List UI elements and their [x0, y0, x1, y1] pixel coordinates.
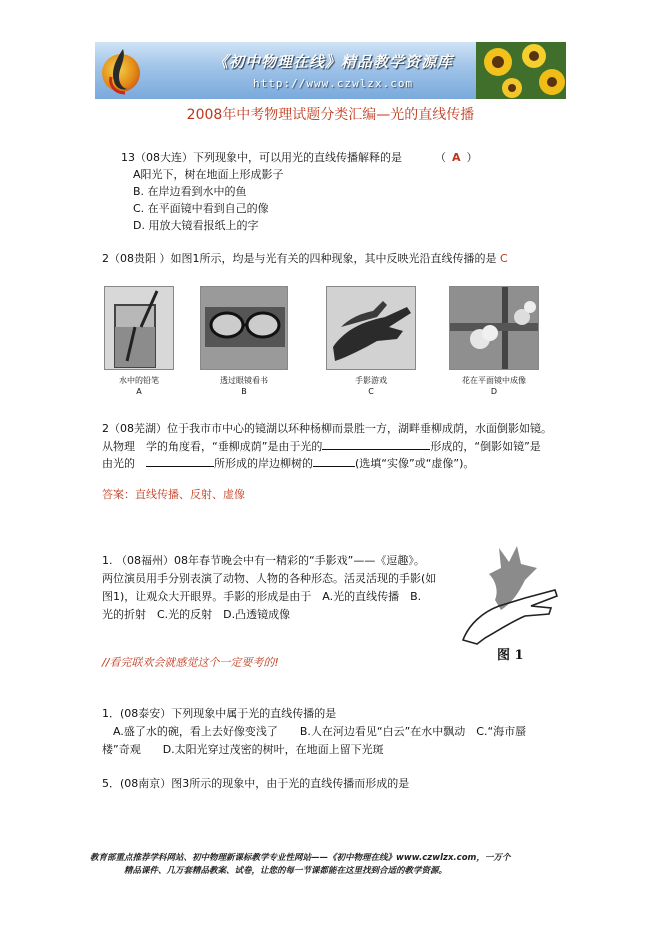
- header-banner: [95, 42, 566, 99]
- photo-caption-a: 水中的铅笔 A: [119, 376, 159, 396]
- figure-1-photos: [104, 286, 554, 398]
- glasses-reading-icon: [201, 287, 288, 370]
- q1-fuzhou-line4: 光的折射 C.光的反射 D.凸透镜成像: [102, 608, 291, 621]
- q2-guiyang-answer: C: [500, 252, 508, 265]
- q1-taian-line3: 楼”奇观 D.太阳光穿过茂密的树叶，在地面上留下光斑: [102, 743, 384, 756]
- q2-wuhu-line1: 2（08芜湖）位于我市市中心的镜湖以环种杨柳而景胜一方，湖畔垂柳成荫，水面倒影如镜。: [102, 422, 552, 435]
- q13-answer: A: [452, 151, 461, 164]
- hand-shadow-icon: [327, 287, 416, 370]
- figure-1-label: 图 1: [497, 648, 524, 663]
- pencil-in-water-icon: [105, 287, 174, 370]
- q13-option-c: C. 在平面镜中看到自己的像: [133, 202, 269, 215]
- q1-fuzhou-line3: 图1)，让观众大开眼界。手影的形成是由于 A.光的直线传播 B.: [102, 590, 422, 603]
- q2-wuhu-line3: 由光的 所形成的岸边柳树的 (选填“实像”或“虚像”)。: [102, 457, 475, 470]
- q13-option-d: D. 用放大镜看报纸上的字: [133, 219, 259, 232]
- blank-2: [146, 456, 214, 467]
- q1-fuzhou-line2: 两位演员用手分别表演了动物、人物的各种形态。活灵活现的手影(如: [102, 572, 437, 585]
- footer-line2: 精品课件、几万套精品教案、试卷，让您的每一节课都能在这里找到合适的教学资源。: [124, 866, 448, 876]
- figure-1-hand-shadow: [455, 540, 565, 670]
- q2-guiyang-stem: 2（08贵阳 ）如图1所示，均是与光有关的四种现象，其中反映光沿直线传播的是: [102, 252, 497, 265]
- footer-line1: 教育部重点推荐学科网站、初中物理新课标教学专业性网站——《初中物理在线》www.czwlzx.com，一万个: [90, 853, 511, 863]
- photo-caption-c: 手影游戏 C: [355, 376, 387, 396]
- photo-pencil-in-water: [104, 286, 174, 370]
- photo-caption-b: 透过眼镜看书 B: [220, 376, 268, 396]
- logo-mark-icon: [105, 47, 135, 95]
- q2-wuhu-line2: 从物理 学的角度看，“垂柳成荫”是由于光的 形成的，“倒影如镜”是: [102, 440, 541, 453]
- q1-taian-stem: 1．(08泰安）下列现象中属于光的直线传播的是: [102, 707, 337, 720]
- banner-title: 《初中物理在线》精品教学资源库: [213, 53, 454, 71]
- blank-1: [322, 439, 430, 450]
- q13-bracket-open: （: [435, 151, 446, 164]
- q5-nanjing-stem: 5．(08南京）图3所示的现象中，由于光的直线传播而形成的是: [102, 777, 410, 790]
- q13-bracket-close: ）: [466, 151, 478, 164]
- q2-wuhu-answer: 答案：直线传播、反射、虚像: [102, 488, 245, 501]
- page-title: 2008年中考物理试题分类汇编—光的直线传播: [186, 107, 475, 123]
- q1-taian-line2: A.盛了水的碗，看上去好像变浅了 B.人在河边看见“白云”在水中飘动 C.“海市蜃: [102, 725, 527, 738]
- photo-caption-d: 花在平面镜中成像 D: [462, 376, 526, 396]
- q13-stem-line: [121, 151, 478, 165]
- q13-option-b: B. 在岸边看到水中的鱼: [133, 185, 247, 198]
- photo-glasses-reading: [200, 286, 288, 370]
- photo-hand-shadow: [326, 286, 416, 370]
- teacher-note: //看完联欢会就感觉这个一定要考的!: [102, 656, 279, 669]
- q13-stem: 13（08大连）下列现象中，可以用光的直线传播解释的是: [121, 151, 402, 164]
- page-footer: [90, 852, 580, 878]
- q2-guiyang-stem-line: [102, 252, 508, 266]
- blank-3: [313, 456, 355, 467]
- photo-flower-mirror: [449, 286, 539, 370]
- sunflowers-icon: [476, 42, 566, 99]
- flower-mirror-icon: [450, 287, 539, 370]
- q13-option-a: A阳光下，树在地面上形成影子: [133, 168, 284, 181]
- q1-fuzhou-line1: 1. （08福州）08年春节晚会中有一精彩的“手影戏”——《逗趣》。: [102, 554, 425, 567]
- banner-url[interactable]: http://www.czwlzx.com: [253, 77, 414, 90]
